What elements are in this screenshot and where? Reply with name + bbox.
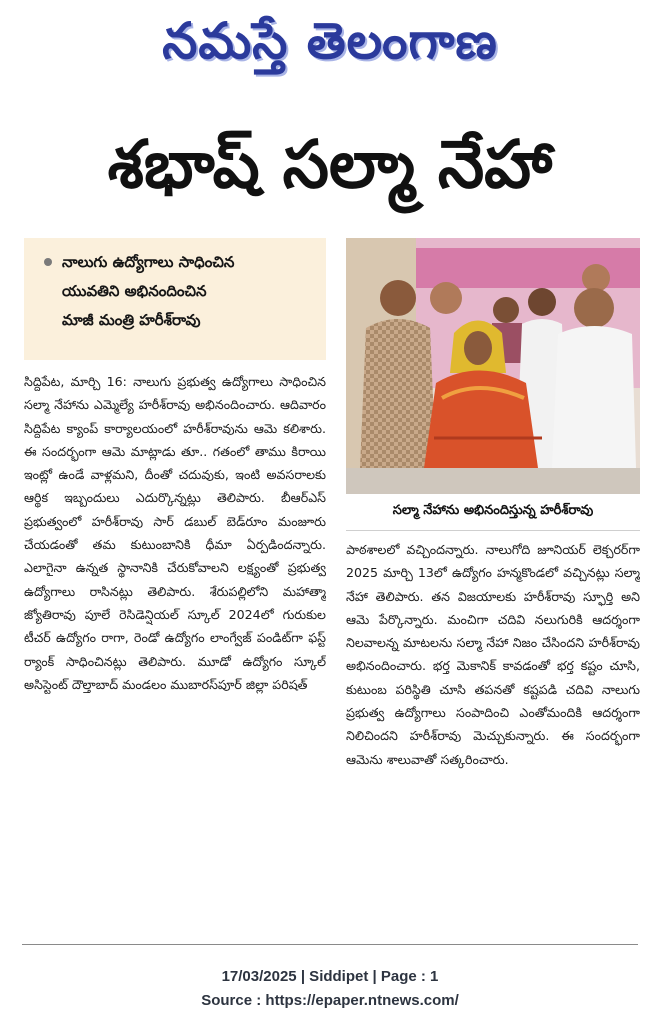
photo-banner-face	[582, 264, 610, 292]
photo-caption: సల్మా నేహాను అభినందిస్తున్న హరీశ్‌రావు	[346, 496, 640, 531]
highlight-line: యువతిని అభినందించిన	[62, 282, 207, 300]
footer-divider	[22, 944, 638, 945]
highlight-line: నాలుగు ఉద్యోగాలు సాధించిన	[62, 253, 235, 271]
photo-illustration	[346, 238, 640, 494]
article-column-right: పాఠశాలలో వచ్చిందన్నారు. నాలుగోది జూనియర్ లెక్చరర్‌గా 2025 మార్చి 13లో ఉద్యోగం హన్మకొండలో వచ్చినట్లు సల్మా నేహా తెలిపారు. తన విజయాలకు హరీశ్‌రావు స్ఫూర్తి అని ఆమె పేర్కొన్నారు. మంచిగా చదివి నలుగురికి ఆదర్శంగా నిలవాలన్న మాటలను సల్మా నేహా నిజం చేసిందని హరీశ్‌రావు అభినందించారు. భర్త మెకానిక్ కావడంతో భర్త కష్టం చూసి, కుటుంబ పరిస్థితి చూసి తపనతో కష్టపడి చదివి నాలుగు ప్రభుత్వ ఉద్యోగాలు సంపాదించి ఎంతోమందికి ఆదర్శంగా నిలిచిందని హరీశ్‌రావు మెచ్చుకున్నారు. ఈ సందర్భంగా ఆమెను శాలువాతో సత్కరించారు.	[346, 542, 640, 767]
newspaper-logo: నమస్తే తెలంగాణ	[162, 12, 498, 70]
footer-source-line: Source : https://epaper.ntnews.com/	[201, 992, 459, 1009]
highlight-row	[36, 248, 316, 335]
masthead	[0, 0, 660, 100]
highlight-text-block	[62, 248, 234, 335]
headline: శభాష్ సల్మా నేహా	[107, 126, 553, 203]
bullet-icon	[44, 258, 52, 266]
footer-date-line: 17/03/2025 | Siddipet | Page : 1	[221, 968, 439, 985]
photo-banner-face	[430, 282, 462, 314]
highlight-line: మాజీ మంత్రి హరీశ్‌రావు	[62, 311, 201, 329]
article-column-left: సిద్దిపేట, మార్చి 16: నాలుగు ప్రభుత్వ ఉద్యోగాలు సాధించిన సల్మా నేహాను ఎమ్మెల్యే హరీశ్‌రావు అభినందించారు. ఆదివారం సిద్దిపేట క్యాంప్ కార్యాలయంలో హరీశ్‌రావును ఆమె కలిశారు. ఈ సందర్భంగా ఆమె మాట్లాడు తూ.. గతంలో తాము కిరాయి ఇంట్లో ఉండే వాళ్లమని, దీంతో చదువుకు, ఇంటి అవసరాలకు ఆర్థిక ఇబ్బందులు ఎదుర్కొన్నట్లు తెలిపారు. బీఆర్‌ఎస్ ప్రభుత్వంలో హరీశ్‌రావు సార్ డబుల్ బెడ్‌రూం మంజూరు చేయడంతో తమ కుటుంబానికి ధీమా ఏర్పడిందన్నారు. ఎలాగైనా ఉన్నత స్థానానికి చేరుకోవాలని లక్ష్యంతో ప్రభుత్వ ఉద్యోగాలు రాసినట్లు తెలిపారు. శేరుపల్లిలోని మహాత్మా జ్యోతిరావు పూలే రెసిడెన్షియల్ స్కూల్ 2024లో గురుకుల టీచర్ ఉద్యోగం రాగా, రెండో ఉద్యోగం లాంగ్వేజ్ పండిట్‌గా ఫస్ట్ ర్యాంక్ సాధించినట్లు తెలిపారు. మూడో ఉద్యోగం స్కూల్ అసిస్టెంట్ దౌల్తాబాద్ మండలం ముబారస్‌పూర్ జిల్లా పరిషత్	[24, 374, 326, 692]
photo-floor	[346, 468, 640, 494]
news-photo	[346, 238, 640, 494]
highlight-box	[24, 238, 326, 360]
